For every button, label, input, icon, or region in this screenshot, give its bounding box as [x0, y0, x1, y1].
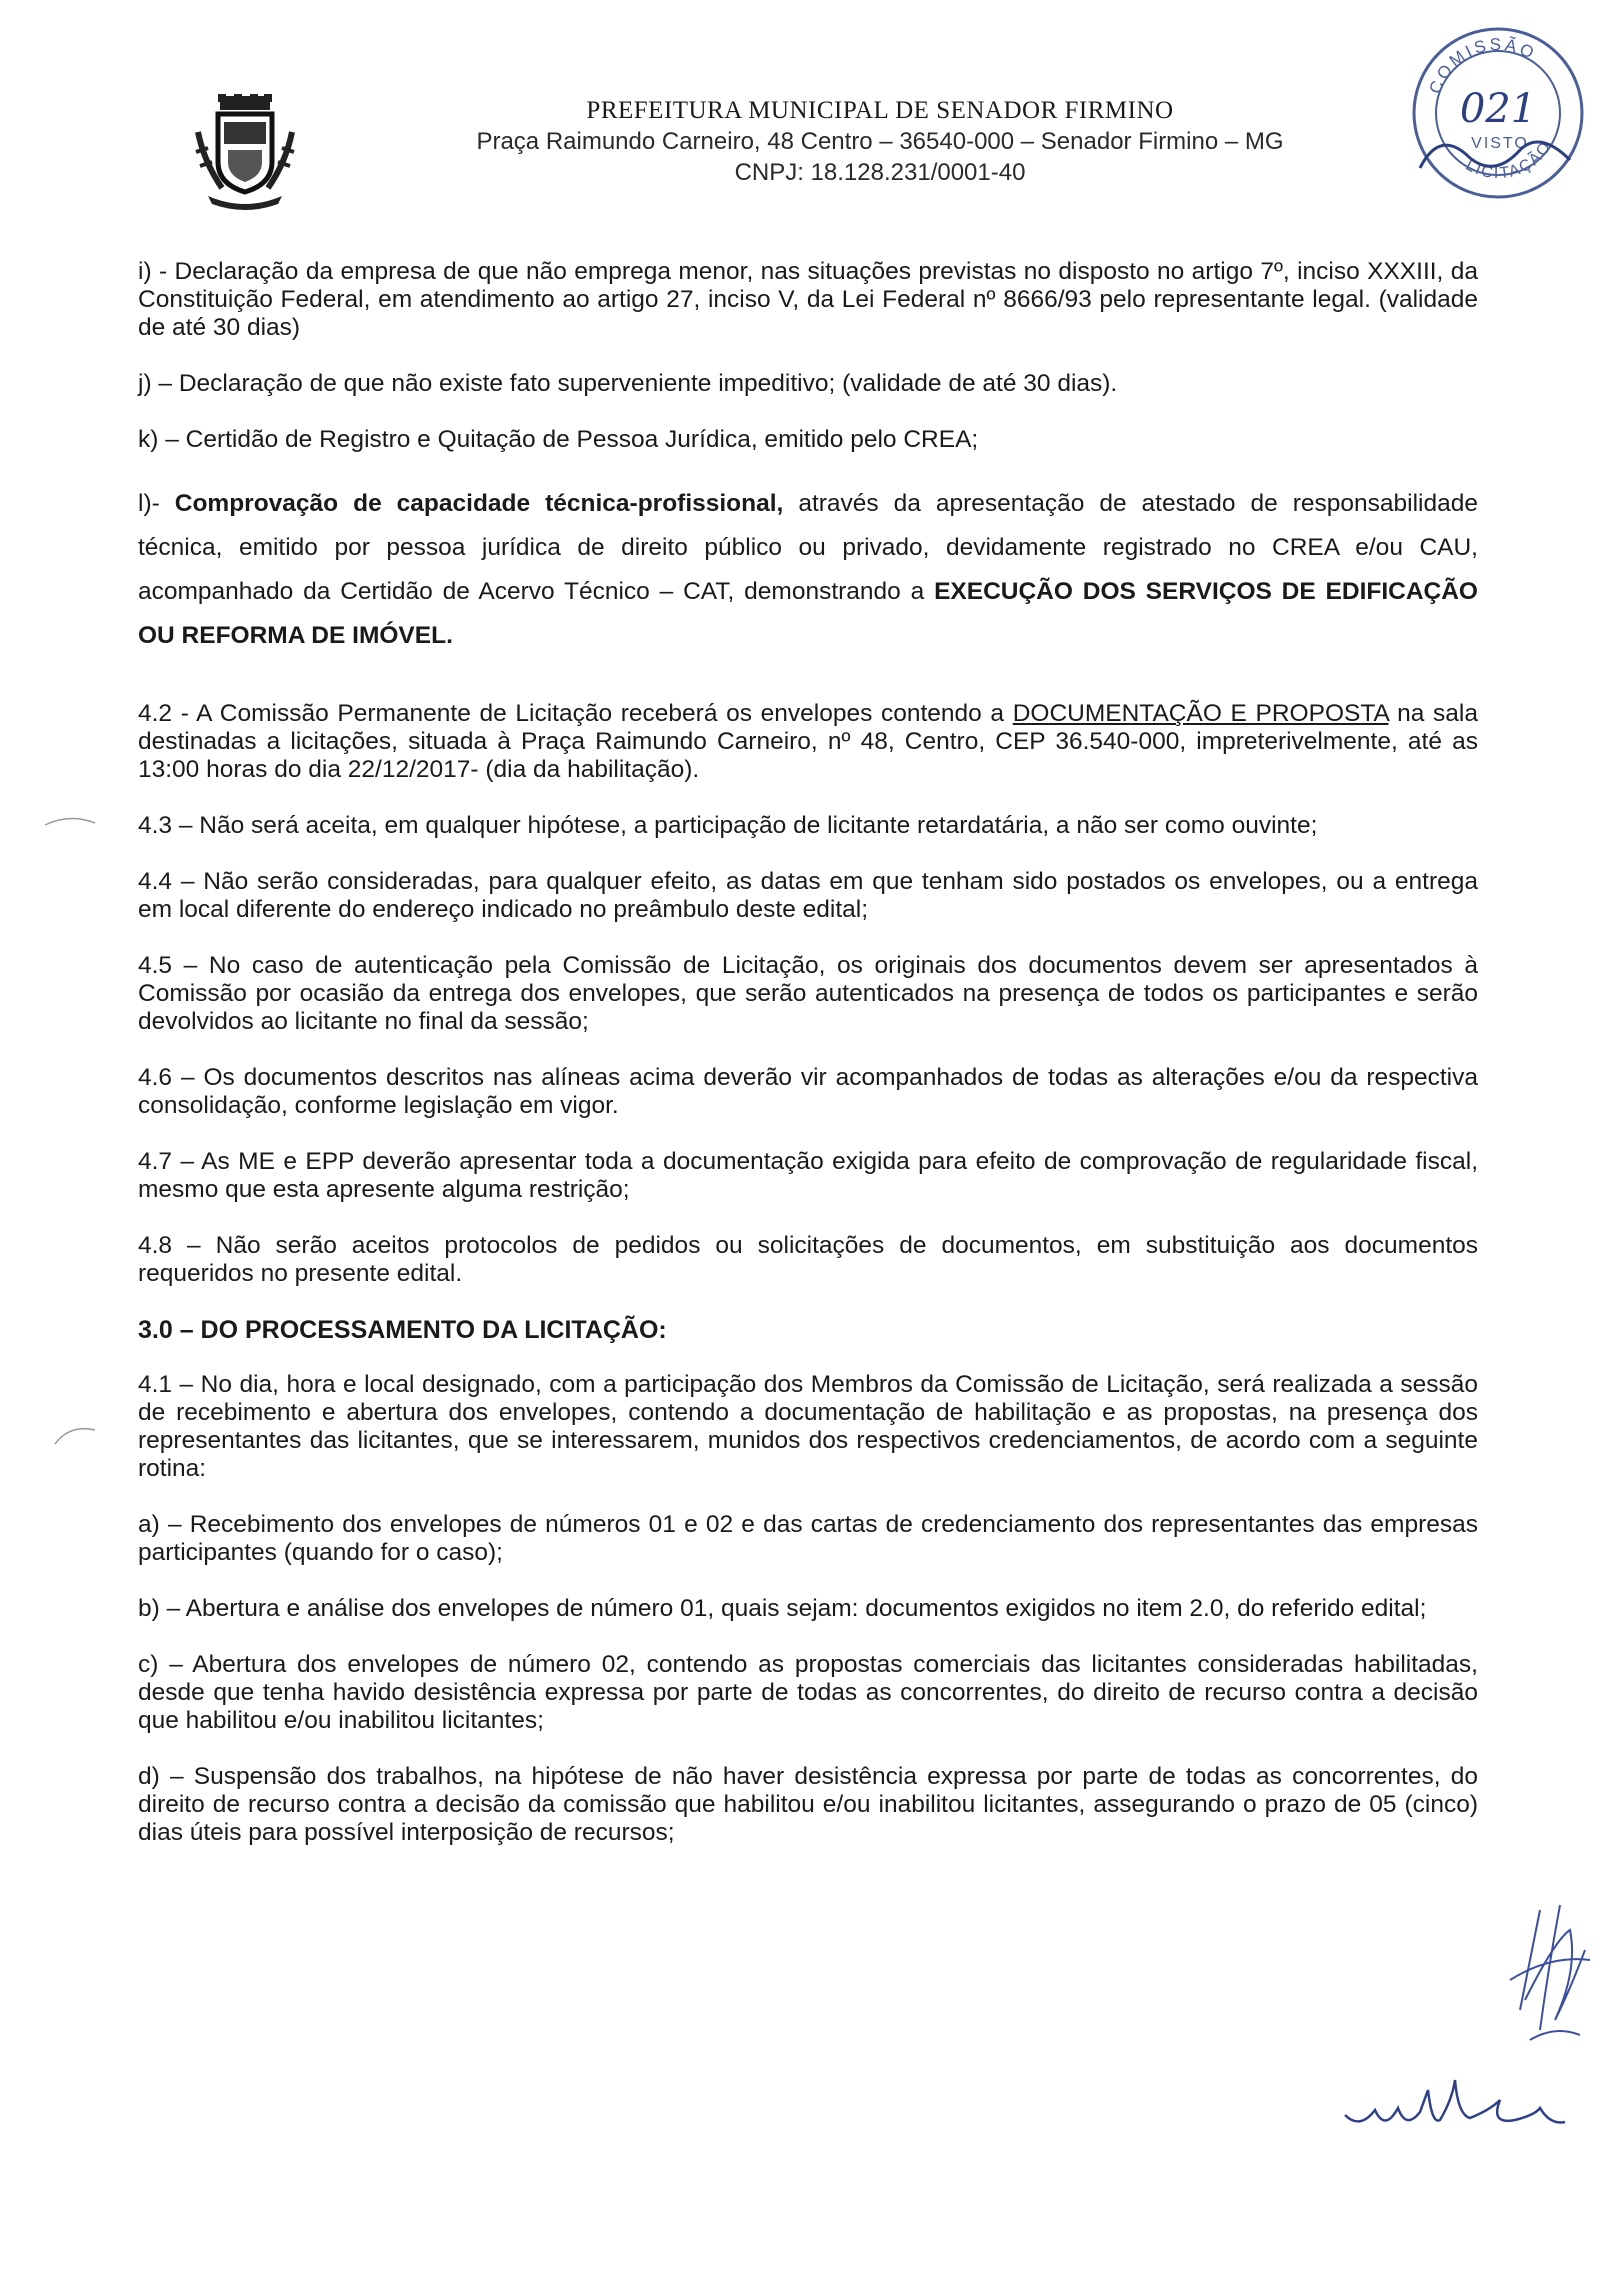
clause-4-3: 4.3 – Não será aceita, em qualquer hipótese, a participação de licitante retardatária, a não ser como ouvinte;: [138, 812, 1318, 839]
step-a: a) – Recebimento dos envelopes de números 01 e 02 e das cartas de credenciamento dos representantes das empresas participantes (quando for o caso);: [138, 1511, 1478, 1566]
stamp-visto: VISTO: [1471, 135, 1529, 152]
item-l-text: através da apresentação de atestado de responsabilidade técnica, emitido por pessoa jurídica de direito público ou privado, devidamente registrado no CREA e/ou CAU, acompanhado da Certidão de Acervo Técnico – CAT, demonstrando a: [138, 490, 1478, 605]
commission-stamp: [1400, 18, 1595, 208]
clause-4-2-start: 4.2 - A Comissão Permanente de Licitação receberá os envelopes contendo a: [138, 700, 1013, 727]
clause-4-7: 4.7 – As ME e EPP deverão apresentar toda a documentação exigida para efeito de comprovação de regularidade fiscal, mesmo que esta apresente alguma restrição;: [138, 1148, 1478, 1203]
municipal-crest-icon: [190, 92, 300, 210]
clause-4-2: [138, 700, 1478, 784]
item-l-prefix: l)-: [138, 490, 175, 517]
item-i: i) - Declaração da empresa de que não emprega menor, nas situações previstas no disposto no artigo 7º, inciso XXXIII, da Constituição Federal, em atendimento ao artigo 27, inciso V, da Lei Federal nº 8666/93 pelo representante legal. (validade de até 30 dias): [138, 258, 1478, 341]
organization-address: Praça Raimundo Carneiro, 48 Centro – 36540-000 – Senador Firmino – MG: [476, 128, 1284, 155]
handwritten-signature: [1340, 2070, 1570, 2150]
letterhead: [380, 96, 1380, 188]
organization-cnpj: CNPJ: 18.128.231/0001-40: [734, 159, 1026, 186]
item-k: k) – Certidão de Registro e Quitação de Pessoa Jurídica, emitido pelo CREA;: [138, 426, 979, 453]
clause-4-5: 4.5 – No caso de autenticação pela Comissão de Licitação, os originais dos documentos devem ser apresentados à Comissão por ocasião da entrega dos envelopes, que serão autenticados na presença de todos os participantes e serão devolvidos ao licitante no final da sessão;: [138, 952, 1478, 1035]
stamp-top-text: COMISSÃO: [1425, 34, 1540, 97]
clause-4-4: 4.4 – Não serão consideradas, para qualquer efeito, as datas em que tenham sido postados os envelopes, ou a entrega em local diferente do endereço indicado no preâmbulo deste edital;: [138, 868, 1478, 923]
clause-4-2-end: na sala destinadas a licitações, situada à Praça Raimundo Carneiro, nº 48, Centro, CEP 36.540-000, impreterivelmente, até as 13:00 horas do dia 22/12/2017- (dia da habilitação).: [138, 700, 1478, 783]
stamp-number: 021: [1459, 86, 1537, 132]
margin-mark: [40, 805, 100, 835]
item-l: [138, 482, 1478, 658]
margin-mark-2: [50, 1420, 100, 1450]
clause-4-2-underlined: DOCUMENTAÇÃO E PROPOSTA: [1012, 700, 1389, 727]
clause-4-8: 4.8 – Não serão aceitos protocolos de pedidos ou solicitações de documentos, em substituição aos documentos requeridos no presente edital.: [138, 1232, 1478, 1287]
organization-name: PREFEITURA MUNICIPAL DE SENADOR FIRMINO: [586, 97, 1174, 124]
handwritten-initials: [1500, 1900, 1595, 2050]
step-c: c) – Abertura dos envelopes de número 02, contendo as propostas comerciais das licitantes consideradas habilitadas, desde que tenha havido desistência expressa por parte de todas as concorrentes, do direito de recurso contra a decisão que habilitou e/ou inabilitou licitantes;: [138, 1651, 1478, 1734]
item-j: j) – Declaração de que não existe fato superveniente impeditivo; (validade de até 30 dias).: [138, 370, 1118, 397]
clause-4-6: 4.6 – Os documentos descritos nas alíneas acima deverão vir acompanhados de todas as alterações e/ou da respectiva consolidação, conforme legislação em vigor.: [138, 1064, 1478, 1119]
item-l-bold-execution: EXECUÇÃO DOS SERVIÇOS DE EDIFICAÇÃO OU REFORMA DE IMÓVEL.: [138, 578, 1478, 649]
document-body: [138, 258, 1478, 1875]
step-d: d) – Suspensão dos trabalhos, na hipótese de não haver desistência expressa por parte de todas as concorrentes, do direito de recurso contra a decisão da comissão que habilitou e/ou inabilitou licitantes, assegurando o prazo de 05 (cinco) dias úteis para possível interposição de recursos;: [138, 1763, 1478, 1846]
section-heading: 3.0 – DO PROCESSAMENTO DA LICITAÇÃO:: [138, 1316, 667, 1344]
clause-4-1: 4.1 – No dia, hora e local designado, com a participação dos Membros da Comissão de Licitação, será realizada a sessão de recebimento e abertura dos envelopes, contendo a documentação de habilitação e as propostas, na presença dos representantes das licitantes, que se interessarem, munidos dos respectivos credenciamentos, de acordo com a seguinte rotina:: [138, 1371, 1478, 1482]
step-b: b) – Abertura e análise dos envelopes de número 01, quais sejam: documentos exigidos no item 2.0, do referido edital;: [138, 1595, 1427, 1622]
item-l-bold-capacity: Comprovação de capacidade técnica-profissional,: [174, 490, 784, 517]
stamp-bottom-text: LICITAÇÃO: [1462, 138, 1556, 183]
